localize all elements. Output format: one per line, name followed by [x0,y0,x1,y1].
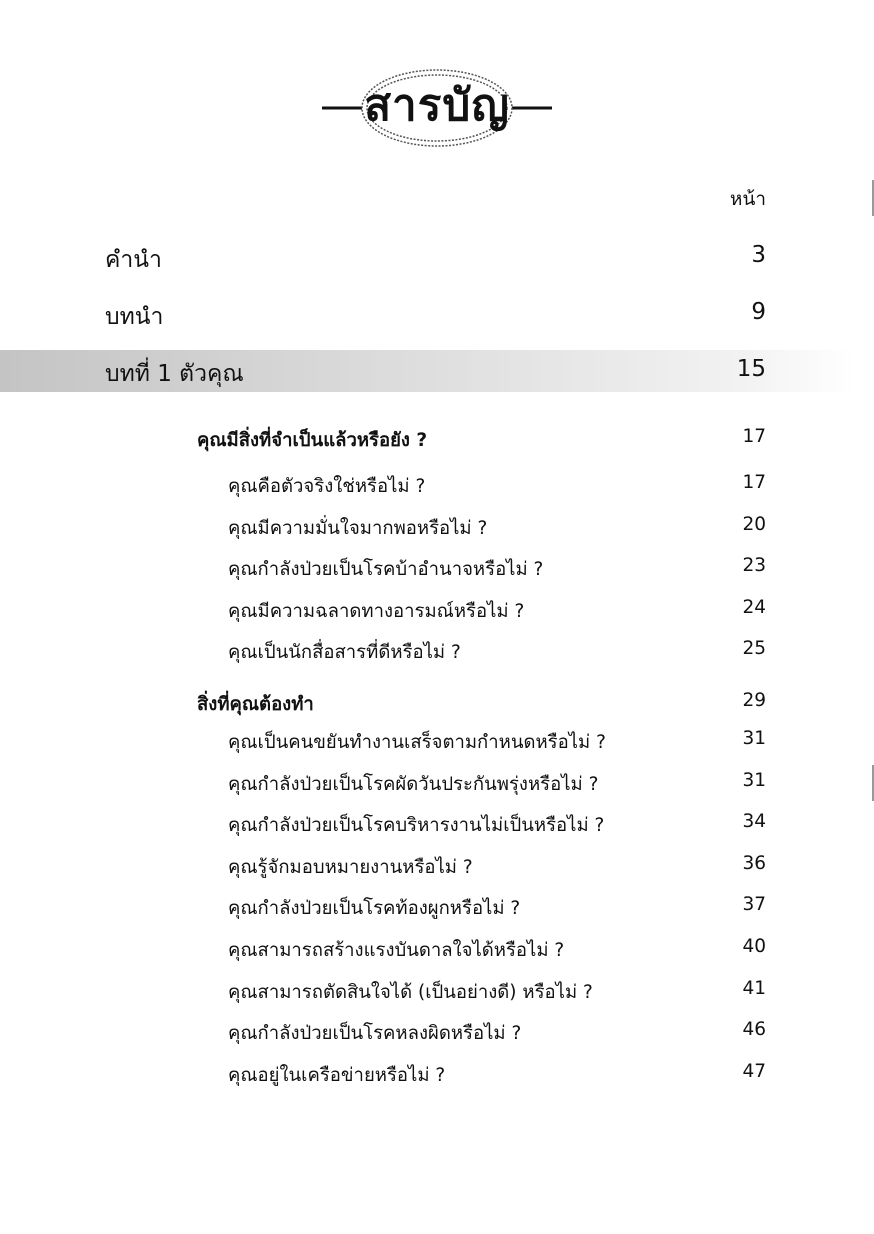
toc-entry-page: 37 [742,894,766,916]
toc-entry-page: 46 [742,1019,766,1041]
toc-entry-label: บทนำ [105,304,164,330]
toc-entry-page: 31 [742,728,766,749]
toc-entry-label: คุณกำลังป่วยเป็นโรคท้องผูกหรือไม่ ? [228,898,521,920]
toc-entry-label: สิ่งที่คุณต้องทำ [197,694,314,715]
toc-entry-page: 40 [742,935,766,957]
toc-entry-label: คุณเป็นคนขยันทำงานเสร็จตามกำหนดหรือไม่ ? [228,732,606,753]
toc-entry-label: คุณมีความมั่นใจมากพอหรือไม่ ? [228,517,488,539]
toc-entry-page: 47 [742,1060,766,1082]
toc-subentry[interactable] [0,1011,874,1053]
toc-entry-page: 15 [736,356,766,382]
toc-entry-page: 41 [742,977,766,999]
toc-entry-label: คุณคือตัวจริงใช่หรือไม่ ? [228,476,426,497]
toc-entry-label: คุณสามารถตัดสินใจได้ (เป็นอย่างดี) หรือไม่ ? [228,981,593,1003]
toc-entry-page: 34 [742,811,766,833]
toc-entry-page: 36 [742,852,766,874]
toc-entry-page: 20 [742,513,766,535]
toc-entry-page: 31 [742,769,766,791]
toc-subentry[interactable] [0,1053,874,1095]
toc-entry-page: 17 [742,472,766,493]
toc-subentry[interactable] [0,928,874,970]
toc-subentry[interactable] [0,464,874,506]
toc-entry-page: 23 [742,555,766,577]
toc-entry[interactable] [0,293,874,335]
toc-entry-label: คุณกำลังป่วยเป็นโรคบริหารงานไม่เป็นหรือไม่ ? [228,815,605,837]
toc-subentry[interactable] [0,630,874,672]
toc-section [0,418,874,672]
toc-subentry[interactable] [0,506,874,548]
toc-entry-label: คุณอยู่ในเครือข่ายหรือไม่ ? [228,1064,446,1086]
toc-entry-label: คุณเป็นนักสื่อสารที่ดีหรือไม่ ? [228,642,461,664]
toc-entry-label: คุณกำลังป่วยเป็นโรคบ้าอำนาจหรือไม่ ? [228,559,544,581]
toc-entry-page: 9 [751,299,766,325]
toc-entry-label: คุณกำลังป่วยเป็นโรคผัดวันประกันพรุ่งหรือไม่ ? [228,773,599,795]
page-title: สารบัญ [364,80,510,131]
toc-section-heading[interactable] [0,418,874,464]
toc-entry-page: 29 [742,690,766,711]
toc-subentry[interactable] [0,970,874,1012]
toc-entry-page: 17 [742,426,766,447]
toc-section [0,682,874,1094]
toc-subentry[interactable] [0,762,874,804]
toc-subentry[interactable] [0,803,874,845]
toc-entry-label: คุณมีสิ่งที่จำเป็นแล้วหรือยัง ? [197,430,428,451]
toc-entry-page: 24 [742,596,766,618]
toc-title-badge [322,66,552,150]
toc-section-heading[interactable] [0,682,874,720]
toc-entry-label: คำนำ [105,247,162,273]
toc-subentry[interactable] [0,547,874,589]
toc-entry-label: คุณสามารถสร้างแรงบันดาลใจได้หรือไม่ ? [228,939,565,961]
toc-entry-label: คุณมีความฉลาดทางอารมณ์หรือไม่ ? [228,600,525,622]
toc-subentry[interactable] [0,589,874,631]
toc-entry[interactable] [0,236,874,278]
toc-entry-label: บทที่ 1 ตัวคุณ [105,361,244,387]
toc-subentry[interactable] [0,720,874,762]
toc-chapter-entry[interactable] [0,350,874,392]
page-column-label: หน้า [729,188,766,210]
toc-entry-page: 3 [751,242,766,268]
toc-entry-label: คุณรู้จักมอบหมายงานหรือไม่ ? [228,856,473,878]
toc-subentry[interactable] [0,845,874,887]
toc-entry-label: คุณกำลังป่วยเป็นโรคหลงผิดหรือไม่ ? [228,1023,522,1045]
toc-subentry[interactable] [0,886,874,928]
toc-entry-page: 25 [742,638,766,660]
